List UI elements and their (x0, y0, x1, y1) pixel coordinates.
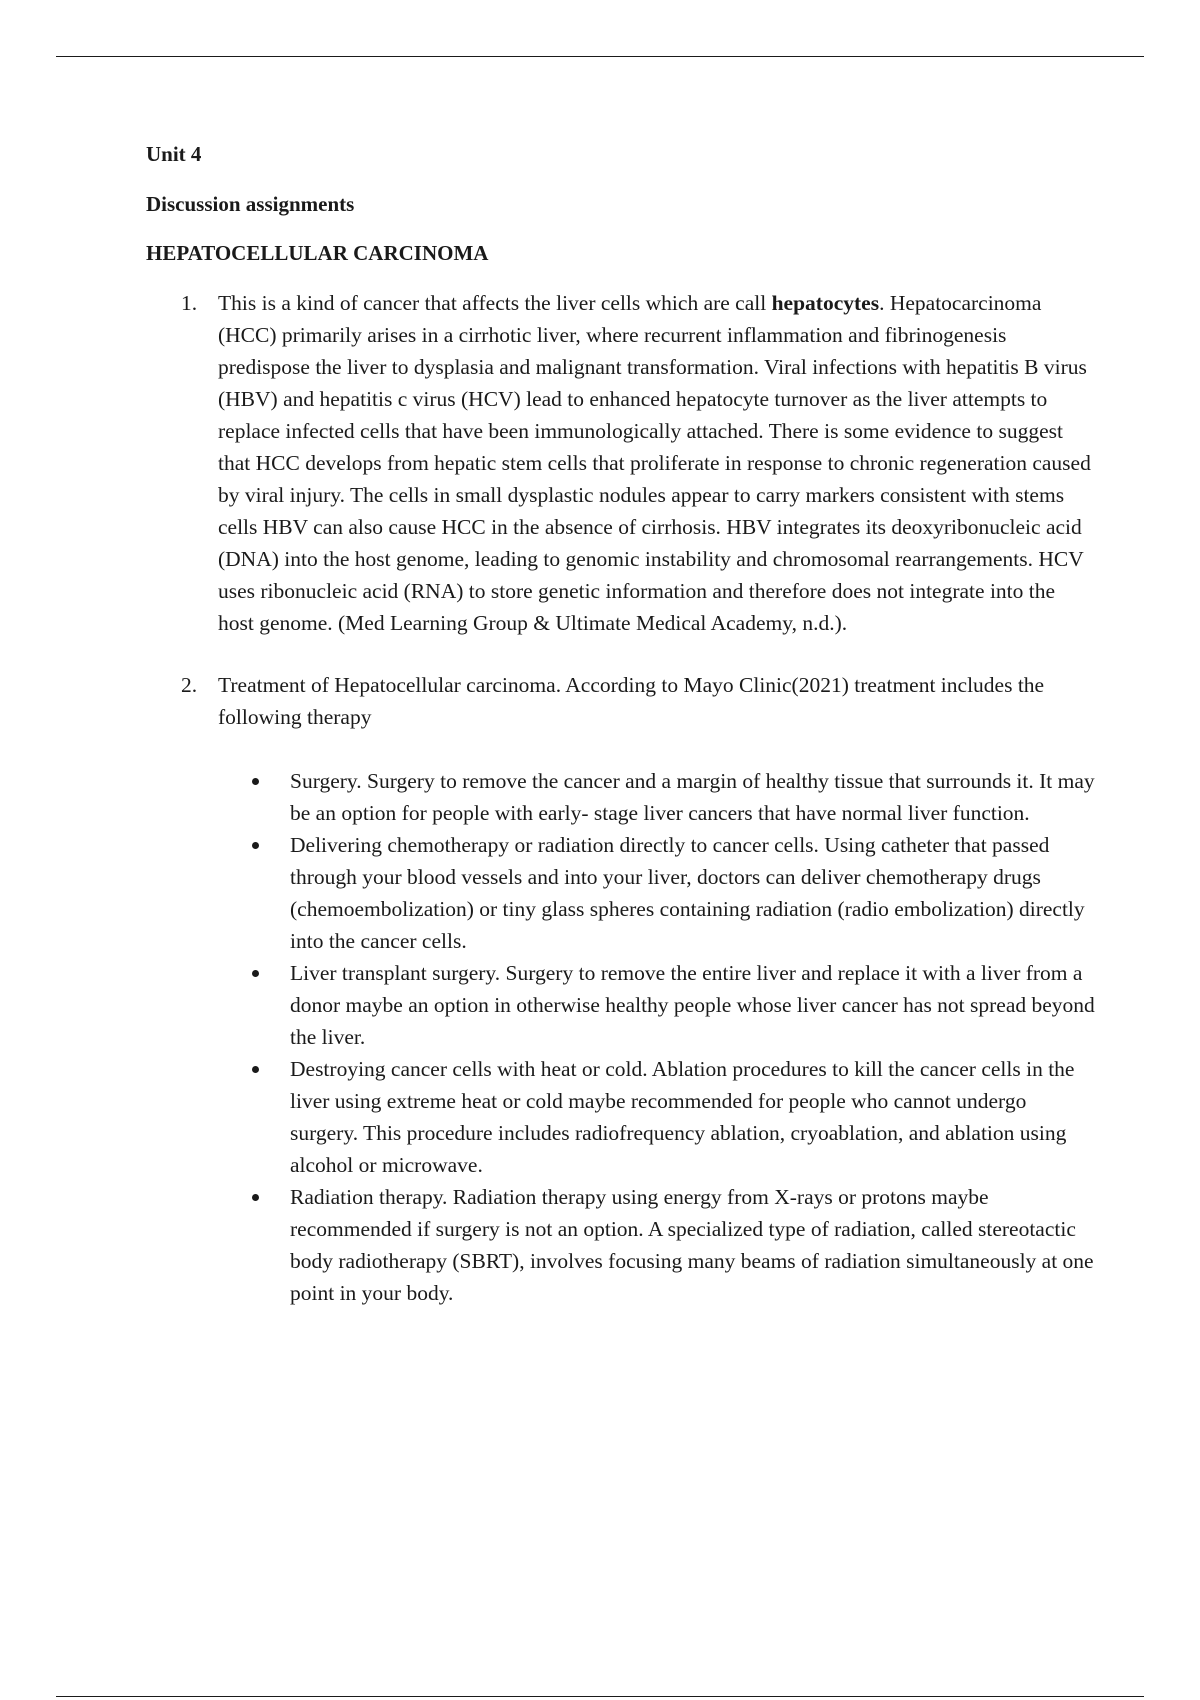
document-body (146, 140, 1096, 1309)
bullet-text: Liver transplant surgery. Surgery to remove the entire liver and replace it with a liver from a donor maybe an option in otherwise healthy people whose liver cancer has not spread beyond the liver. (290, 961, 1095, 1049)
bullet-icon (252, 842, 259, 849)
document-subtitle: Discussion assignments (146, 192, 355, 216)
bullet-item-chemotherapy (218, 829, 1096, 957)
bullet-item-surgery (218, 765, 1096, 829)
bold-term-hepatocytes: hepatocytes (771, 291, 880, 315)
unit-label: Unit 4 (146, 142, 202, 166)
list-number: 2. (181, 673, 198, 697)
item-1-text-after: . Hepatocarcinoma (HCC) primarily arises in a cirrhotic liver, where recurrent inflammation and fibrinogenesis predispose the liver to dysplasia and malignant transformation. Viral infections with hepatitis B virus (HBV) and hepatitis c virus (HCV) lead to enhanced hepatocyte turnover as the liver attempts to replace infected cells that have been immunologically attached. There is some evidence to suggest that HCC develops from hepatic stem cells that proliferate in response to chronic regeneration caused by viral injury. The cells in small dysplastic nodules appear to carry markers consistent with stems cells HBV can also cause HCC in the absence of cirrhosis. HBV integrates its deoxyribonucleic acid (DNA) into the host genome, leading to genomic instability and chromosomal rearrangements. HCV uses ribonucleic acid (RNA) to store genetic information and therefore does not integrate into the host genome. (Med Learning Group & Ultimate Medical Academy, n.d.). (218, 291, 1091, 635)
bottom-rule (56, 1696, 1144, 1697)
bullet-text: Destroying cancer cells with heat or cold. Ablation procedures to kill the cancer cells in the liver using extreme heat or cold maybe recommended for people who cannot undergo surgery. This procedure includes radiofrequency ablation, cryoablation, and ablation using alcohol or microwave. (290, 1057, 1075, 1177)
bullet-text: Delivering chemotherapy or radiation directly to cancer cells. Using catheter that passed through your blood vessels and into your liver, doctors can deliver chemotherapy drugs (chemoembolization) or tiny glass spheres containing radiation (radio embolization) directly into the cancer cells. (290, 833, 1085, 953)
bullet-icon (252, 970, 259, 977)
item-2-text: Treatment of Hepatocellular carcinoma. According to Mayo Clinic(2021) treatment includes the following therapy (218, 673, 1045, 729)
bullet-item-radiation (218, 1181, 1096, 1309)
bullet-icon (252, 1066, 259, 1073)
list-number: 1. (181, 291, 198, 315)
bullet-icon (252, 1194, 259, 1201)
numbered-list (146, 287, 1096, 1309)
bullet-icon (252, 778, 259, 785)
top-rule (56, 56, 1144, 57)
list-item-2 (146, 669, 1096, 1309)
therapy-bullet-list (218, 765, 1096, 1309)
bullet-item-ablation (218, 1053, 1096, 1181)
document-title: HEPATOCELLULAR CARCINOMA (146, 241, 489, 265)
list-item-1 (146, 287, 1096, 639)
item-1-text-before: This is a kind of cancer that affects the liver cells which are call (218, 291, 772, 315)
bullet-item-transplant (218, 957, 1096, 1053)
bullet-text: Radiation therapy. Radiation therapy using energy from X-rays or protons maybe recommended if surgery is not an option. A specialized type of radiation, called stereotactic body radiotherapy (SBRT), involves focusing many beams of radiation simultaneously at one point in your body. (290, 1185, 1094, 1305)
bullet-text: Surgery. Surgery to remove the cancer and a margin of healthy tissue that surrounds it. It may be an option for people with early- stage liver cancers that have normal liver function. (290, 769, 1095, 825)
